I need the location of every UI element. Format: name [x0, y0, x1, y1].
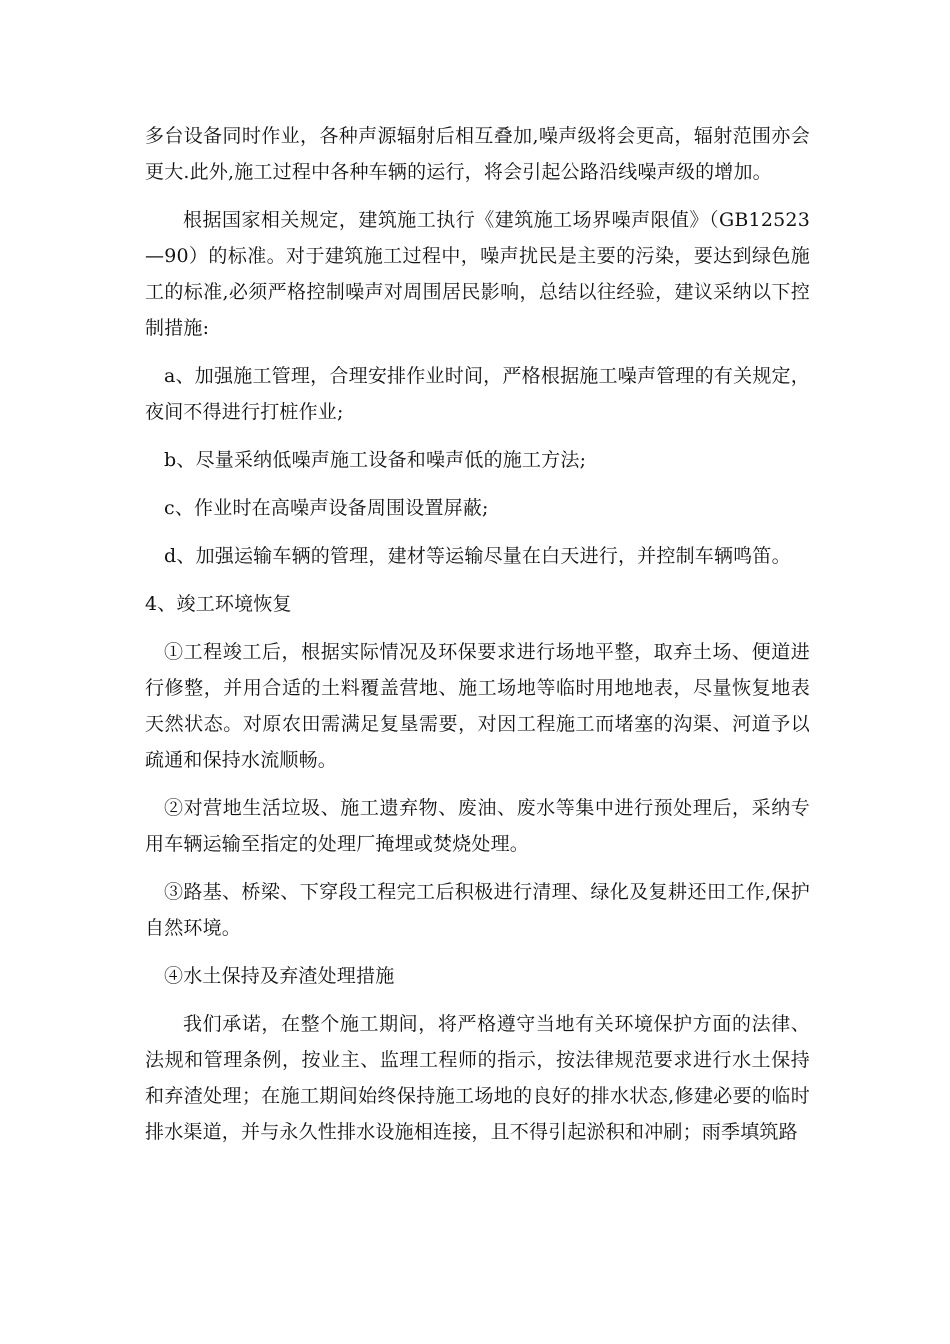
list-item-3: ③路基、桥梁、下穿段工程完工后积极进行清理、绿化及复耕还田工作,保护自然环境。: [145, 881, 810, 939]
list-item-2: ②对营地生活垃圾、施工遗弃物、废油、废水等集中进行预处理后，采纳专用车辆运输至指定的处理厂掩埋或焚烧处理。: [145, 797, 810, 855]
paragraph-commitment: 我们承诺，在整个施工期间，将严格遵守当地有关环境保护方面的法律、法规和管理条例，按业主、监理工程师的指示，按法律规范要求进行水土保持和弃渣处理；在施工期间始终保持施工场地的良好的排水状态,修建必要的临时排水渠道，并与永久性排水设施相连接，且不得引起淤积和冲刷；雨季填筑路: [145, 1013, 810, 1143]
list-item-4: ④水土保持及弃渣处理措施: [164, 965, 395, 987]
list-item-d: d、加强运输车辆的管理，建材等运输尽量在白天进行，并控制车辆鸣笛。: [164, 545, 791, 567]
paragraph-noise-standard: 根据国家相关规定，建筑施工执行《建筑施工场界噪声限值》（GB12523—90）的标准。对于建筑施工过程中，噪声扰民是主要的污染，要达到绿色施工的标准,必须严格控制噪声对周围居民影响，总结以往经验，建议采纳以下控制措施:: [145, 209, 810, 339]
document-page: [145, 118, 810, 1150]
list-item-c: c、作业时在高噪声设备周围设置屏蔽;: [164, 497, 489, 519]
list-item-a: a、加强施工管理，合理安排作业时间，严格根据施工噪声管理的有关规定，夜间不得进行打桩作业;: [145, 365, 810, 423]
list-item-1: ①工程竣工后，根据实际情况及环保要求进行场地平整，取弃土场、便道进行修整，并用合适的土料覆盖营地、施工场地等临时用地地表，尽量恢复地表天然状态。对原农田需满足复垦需要，对因工程施工而堵塞的沟渠、河道予以疏通和保持水流顺畅。: [145, 641, 810, 771]
list-item-b: b、尽量采纳低噪声施工设备和噪声低的施工方法;: [164, 449, 587, 471]
section-heading-4: 4、竣工环境恢复: [145, 593, 292, 615]
paragraph-noise-overlap: 多台设备同时作业，各种声源辐射后相互叠加,噪声级将会更高，辐射范围亦会更大.此外,施工过程中各种车辆的运行，将会引起公路沿线噪声级的增加。: [145, 125, 810, 183]
